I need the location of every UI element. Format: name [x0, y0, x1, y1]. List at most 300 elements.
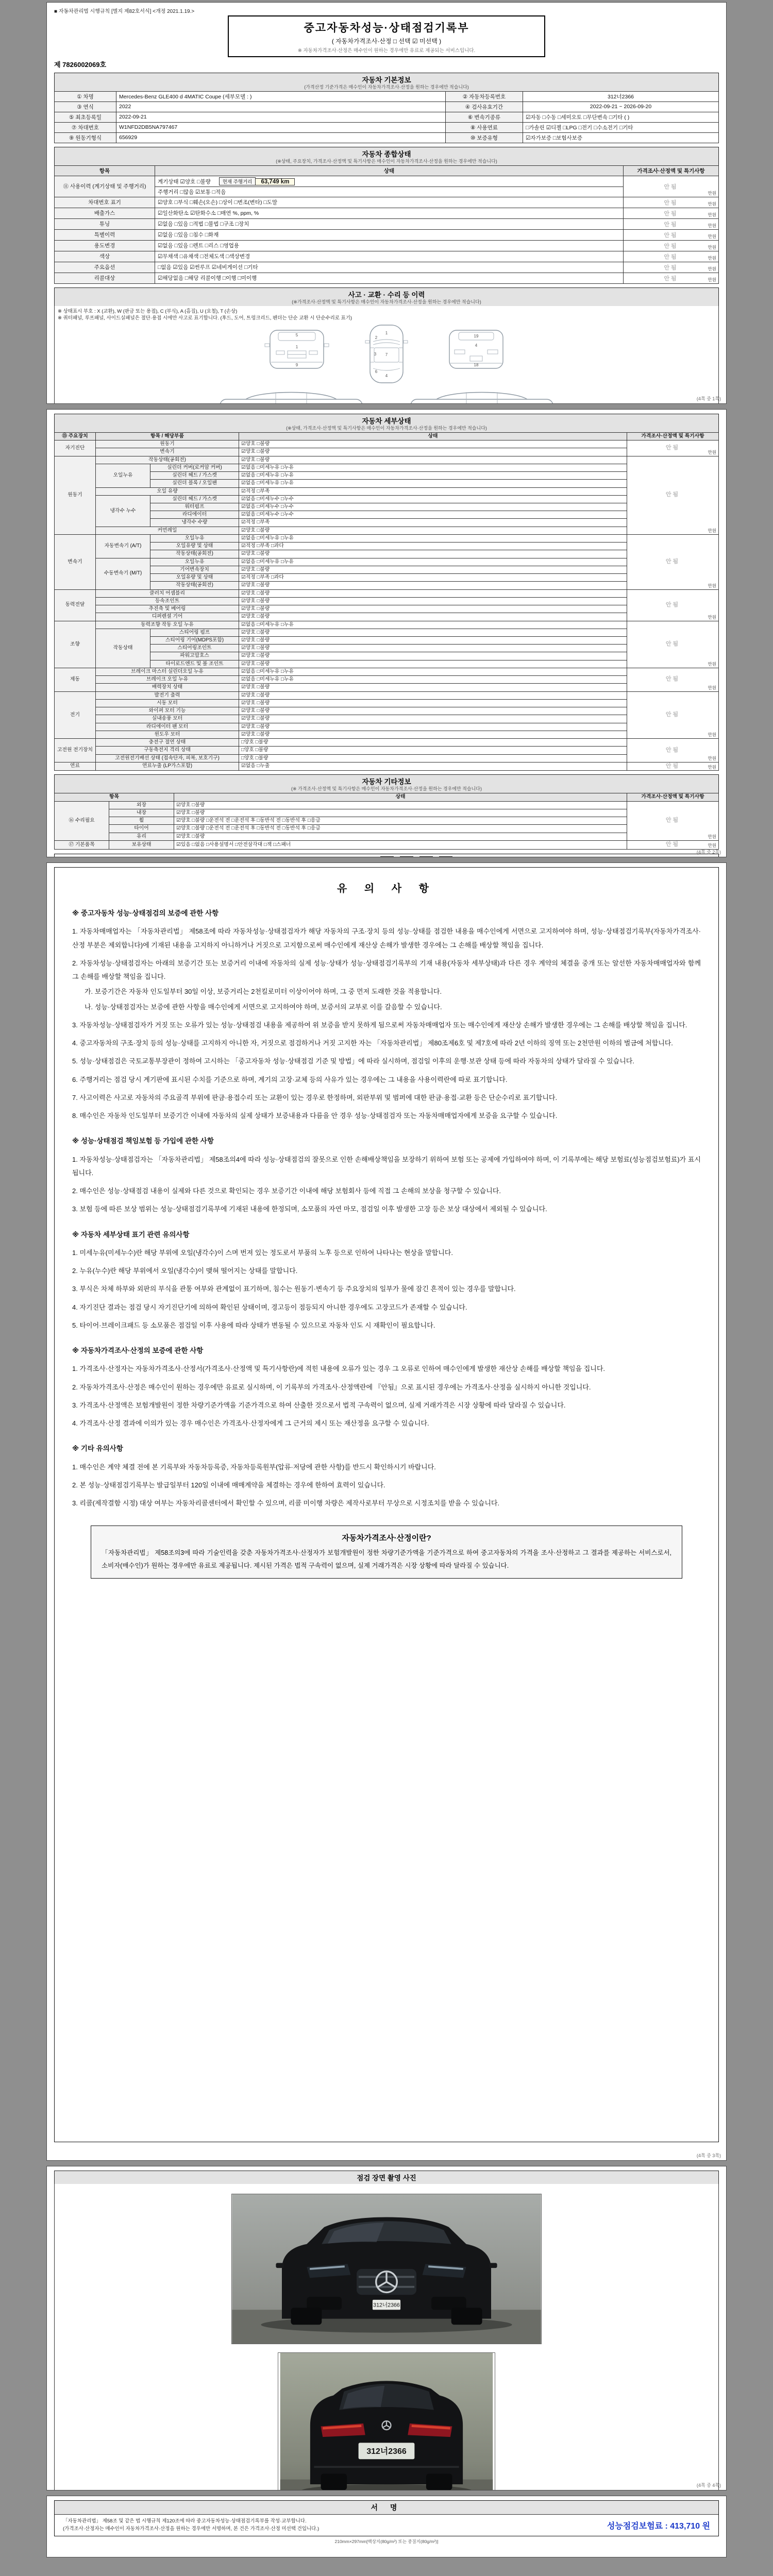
other-info-table: [54, 793, 719, 849]
not-assessed-stamp: 안됨: [664, 253, 678, 260]
cell[interactable]: 계기상태 ☑양호 □불량 현재 주행거리 63,749 km: [155, 176, 624, 187]
panel-number: 4: [385, 374, 388, 379]
section-header: [54, 2171, 719, 2184]
cell[interactable]: ☑없음 □있음 □렌트 □리스 □영업용: [155, 240, 624, 251]
table-row: [55, 747, 719, 754]
table-row: [55, 132, 719, 143]
table-row: [55, 582, 719, 589]
header-cell: 가격조사·산정액 및 특기사항: [627, 432, 719, 440]
panel-number: 5: [295, 333, 298, 338]
not-assessed-stamp: 안됨: [664, 264, 678, 271]
unit-label: 만원: [708, 662, 716, 667]
table-row: [55, 597, 719, 605]
cell: W1NFD2DB5NA797467: [116, 122, 446, 132]
front-license-plate: 312너2366: [373, 2302, 400, 2309]
cell: 작동상태(공회전): [150, 550, 239, 558]
cell: 전기: [55, 691, 96, 738]
cell[interactable]: ☑양호 □불량: [174, 801, 627, 809]
table-row: [55, 519, 719, 527]
table-row: [55, 621, 719, 629]
section-title: 자동차 기본정보: [362, 76, 411, 84]
price-cell: [624, 251, 719, 262]
cell: 고전원 전기장치: [55, 739, 96, 762]
cell[interactable]: ☑양호 □불량: [239, 636, 627, 644]
cell[interactable]: ☑적정 □부족 □과다: [239, 543, 627, 550]
overall-condition-table: [54, 165, 719, 284]
inspection-insurance-fee: [607, 2519, 710, 2531]
section-accident-history: [54, 287, 719, 404]
cell: 리콜대상: [55, 273, 155, 283]
not-assessed-stamp: 안됨: [665, 558, 680, 565]
cell[interactable]: ☑없음 □미세누유 □누유: [239, 668, 627, 675]
cell: 오일 유량: [96, 487, 239, 495]
panel-number: 1: [295, 345, 298, 350]
cell: 디퍼렌셜 기어: [96, 613, 239, 621]
cell[interactable]: ☑없음 □미세누유 □누유: [239, 472, 627, 480]
cell: 원동기: [55, 456, 96, 534]
cell: ⑨ 원동기형식: [55, 132, 116, 143]
cell: 유리: [109, 833, 174, 840]
table-row: [55, 699, 719, 707]
document-number: 제 7826002069호: [54, 61, 107, 69]
cell[interactable]: ☑양호 □불량: [239, 629, 627, 636]
cell: ⑧ 사용연료: [446, 122, 523, 132]
cell[interactable]: ☑없음 □있음 □침수 □화재: [155, 229, 624, 240]
notice-box: [54, 867, 719, 2142]
cell[interactable]: ☑양호 □불량 □운전석 전 □운전석 후 □동반석 전 □동반석 후 □응급: [174, 825, 627, 833]
header-cell: ⑮ 주요장치: [55, 432, 96, 440]
cell: 2022: [116, 101, 446, 112]
cell: 자기진단: [55, 440, 96, 456]
final-price-digit: [419, 856, 433, 857]
notice-line: 나. 성능·상태점검자는 보증에 관한 사항을 매수인에게 서면으로 고지하여야 하며, 보증서의 교부로 이를 갈음할 수 있습니다.: [85, 1003, 442, 1011]
table-row: [55, 440, 719, 448]
table-row: [55, 511, 719, 519]
section-title: 자동차 기타정보: [362, 778, 411, 786]
table-row: [55, 101, 719, 112]
cell: 브레이크 오일 누유: [96, 676, 239, 684]
table-row: [55, 684, 719, 691]
notice-line: 3. 자동차성능·상태점검자가 거짓 또는 오류가 있는 성능·상태점검 내용을 제공하여 위 보증을 받지 못하게 됨으로써 자동차매매업자 또는 매수인에게 재산상 손해가 발생한 경우에는 그 손해를 배상할 책임을 집니다.: [72, 1021, 687, 1029]
price-cell: [627, 691, 719, 738]
header-cell: 상태: [239, 432, 627, 440]
not-assessed-stamp: 안됨: [664, 232, 678, 239]
cell[interactable]: ☑무채색 □유채색 □전체도색 □색상변경: [155, 251, 624, 262]
cell: 2022-09-21: [116, 112, 446, 122]
price-cell: [624, 208, 719, 218]
page-1: [46, 2, 727, 404]
section-basic-info: [54, 73, 719, 143]
section-note: (※상태, 주요장치, 가격조사·산정액 및 특기사항은 매수인이 자동차가격조사·산정을 원하는 경우에만 적습니다): [276, 158, 497, 164]
cell[interactable]: □양호 □불량: [239, 747, 627, 754]
cell[interactable]: ☑양호 □불량: [239, 613, 627, 621]
cell: 냉각수 누수: [96, 495, 150, 527]
cell[interactable]: ☑없음 □있음 □적법 □불법 □구조 □장치: [155, 218, 624, 229]
table-row: [55, 574, 719, 582]
cell: 자동변속기 (A/T): [96, 534, 150, 558]
cell[interactable]: ☑양호 □불량: [239, 448, 627, 456]
header-cell: 가격조사·산정액 및 특기사항: [624, 165, 719, 176]
cell: ③ 연식: [55, 101, 116, 112]
title-box: [228, 15, 545, 57]
cell: 스티어링조인트: [150, 645, 239, 652]
info-box-title: 자동차가격조사·산정이란?: [342, 1534, 431, 1543]
notice-line: 5. 타이어·브레이크패드 등 소모품은 점검일 이후 사용에 따라 상태가 변동될 수 있으므로 자동차 인도 시 재확인이 필요합니다.: [72, 1321, 435, 1329]
cell[interactable]: ☑양호 □불량: [239, 731, 627, 738]
car-diagram-right-side-view: [405, 386, 559, 404]
table-row: [55, 723, 719, 731]
photo-vehicle-rear: [278, 2353, 495, 2490]
not-assessed-stamp: 안됨: [664, 221, 678, 228]
cell: 내장: [109, 809, 174, 817]
cell: 작동상태(공회전): [150, 582, 239, 589]
basic-info-table: [54, 91, 719, 143]
notice-paragraphs: [72, 906, 701, 1510]
cell[interactable]: ☑양호 □불량 □운전석 전 □운전석 후 □동반석 전 □동반석 후 □응급: [174, 817, 627, 825]
not-assessed-stamp: 안됨: [665, 711, 680, 718]
cell[interactable]: ☑적정 □부족 □과다: [239, 574, 627, 582]
cell[interactable]: ☑없음 □미세누수 □누수: [239, 511, 627, 519]
table-row: [55, 731, 719, 738]
cell: 용도변경: [55, 240, 155, 251]
table-row: [55, 456, 719, 464]
fee-label: 성능점검보험료 :: [607, 2522, 668, 2531]
cell: 변속기: [96, 448, 239, 456]
page-2: [46, 409, 727, 857]
unit-label: 만원: [708, 244, 716, 250]
legal-line-1: 「자동차관리법」 제58조 및 같은 법 시행규칙 제120조에 따라 중고자동차성능·상태점검기록부를 작성·교부합니다.: [63, 2518, 307, 2524]
section-note: (※상태, 가격조사·산정액 및 특기사항은 매수인이 자동차가격조사·산정을 원하는 경우에만 적습니다): [286, 426, 487, 431]
price-assessment-info-box: [91, 1526, 682, 1579]
unit-label: 만원: [708, 233, 716, 239]
cell: 보유상태: [109, 840, 174, 849]
section-header: [54, 147, 719, 165]
cell: 워터펌프: [150, 503, 239, 511]
car-diagram-area: [54, 306, 719, 404]
unit-label: 만원: [708, 277, 716, 282]
not-assessed-stamp: 안됨: [665, 601, 680, 608]
cell[interactable]: ☑양호 □불량: [239, 582, 627, 589]
car-diagram-front-view: [261, 323, 333, 375]
cell: 동력전달: [55, 589, 96, 621]
not-assessed-stamp: 안됨: [665, 676, 680, 683]
cell: 오일누유: [96, 464, 150, 487]
cell: ② 자동차등록번호: [446, 91, 523, 101]
unit-label: 만원: [708, 842, 716, 848]
cell[interactable]: ☑없음 □누출: [239, 762, 627, 771]
final-price-row: [54, 854, 719, 857]
unit-label: 만원: [708, 732, 716, 738]
cell[interactable]: ☑있음 □없음 □사용설명서 □안전삼각대 □잭 □스패너: [174, 840, 627, 849]
cell[interactable]: □양호 □불량: [239, 739, 627, 747]
cell: 클러치 어셈블리: [96, 589, 239, 597]
cell: 실린더 헤드 / 가스켓: [150, 495, 239, 503]
cell[interactable]: ☑양호 □불량: [239, 645, 627, 652]
unit-label: 만원: [708, 756, 716, 761]
cell: ⑯ 수리필요: [55, 801, 109, 840]
section-header: [54, 414, 719, 432]
unit-label: 만원: [708, 223, 716, 228]
cell: 스티어링 기어(MDPS포함): [150, 636, 239, 644]
fee-value: 413,710 원: [670, 2522, 710, 2531]
table-row: [55, 660, 719, 668]
unit-label: 만원: [708, 685, 716, 690]
table-row: [55, 432, 719, 440]
table-row: [55, 801, 719, 809]
cell[interactable]: ☑없음 □미세누유 □누유: [239, 534, 627, 542]
not-assessed-stamp: 안됨: [665, 841, 680, 848]
table-row: [55, 208, 719, 218]
table-row: [55, 448, 719, 456]
notice-line: 2. 누유(누수)란 해당 부위에서 오일(냉각수)이 맺혀 떨어지는 상태를 말합니다.: [72, 1267, 298, 1275]
table-row: [55, 262, 719, 273]
table-row: [55, 197, 719, 208]
price-cell: [627, 534, 719, 589]
cell[interactable]: ☑없음 □미세누유 □누유: [239, 464, 627, 471]
cell[interactable]: ☑일산화탄소 ☑탄화수소 □매연 %, ppm, %: [155, 208, 624, 218]
signature-title: 서 명: [55, 2501, 718, 2515]
price-cell: [624, 240, 719, 251]
price-assessment-choice[interactable]: ( 자동차가격조사·산정 □ 선택 ☑ 미선택 ): [331, 38, 442, 45]
panel-number: 6: [375, 369, 378, 375]
not-assessed-stamp: 안됨: [665, 762, 680, 769]
section-detail-condition: [54, 414, 719, 771]
cell: 외장: [109, 801, 174, 809]
cell[interactable]: ☑적정 □부족: [239, 487, 627, 495]
page-5: [46, 2496, 727, 2557]
cell[interactable]: ☑없음 □미세누수 □누수: [239, 503, 627, 511]
cell[interactable]: ☑적정 □부족: [239, 519, 627, 527]
detail-condition-table: [54, 432, 719, 771]
table-row: [55, 809, 719, 817]
notice-line: 1. 자동차성능·상태점검자는 「자동차관리법」 제58조의4에 따라 성능·상태점검의 잘못으로 인한 손해배상책임을 보장하기 위하여 보험 또는 공제에 가입하여야 하며, 이 기록부에는 해당 보험료(성능점검보험료)가 표시됩니다.: [72, 1155, 701, 1177]
cell: 색상: [55, 251, 155, 262]
unit-label: 만원: [708, 528, 716, 534]
section-note: (※ 가격조사·산정액 및 특기사항은 매수인이 자동차가격조사·산정을 원하는 경우에만 적습니다): [291, 786, 482, 792]
cell[interactable]: ☑없음 □미세누유 □누유: [239, 621, 627, 629]
table-row: [55, 472, 719, 480]
car-diagram-rear-view: [440, 323, 512, 375]
not-assessed-stamp: 안됨: [664, 210, 678, 217]
section-title: 자동차 종합상태: [362, 150, 411, 158]
cell[interactable]: ☑자가보증 □보험사보증: [523, 132, 719, 143]
cell: 윈도우 모터: [96, 731, 239, 738]
cell[interactable]: ☑양호 □불량: [239, 691, 627, 699]
unit-label: 만원: [708, 201, 716, 207]
cell[interactable]: ☑양호 □불량: [239, 715, 627, 723]
cell: 배력장치 상태: [96, 684, 239, 691]
notice-line: 3. 리콜(제작결함 시정) 대상 여부는 자동차리콜센터에서 확인할 수 있으며, 리콜 미이행 차량은 제작사로부터 무상으로 시정조치를 받을 수 있습니다.: [72, 1499, 500, 1507]
title-footnote: ※ 자동차가격조사·산정은 매수인이 원하는 경우에만 유료로 제공되는 서비스입니다.: [297, 48, 476, 54]
table-row: [55, 636, 719, 644]
cell: 특별이력: [55, 229, 155, 240]
form-reference: ■ 자동차관리법 시행규칙 [별지 제82호서식] <개정 2021.1.19.>: [54, 9, 195, 14]
table-row: [55, 629, 719, 636]
section-header: [54, 73, 719, 91]
cell: 오일유량 및 상태: [150, 543, 239, 550]
cell: ⑤ 최초등록일: [55, 112, 116, 122]
notice-line: 1. 자동차매매업자는 「자동차관리법」 제58조에 따라 자동차성능·상태점검자가 해당 자동차의 구조·장치 등의 성능·상태를 점검한 내용을 매수인에게 서면으로 고지하여야 하며, 성능·상태점검기록부(자동차가격조사·산정 부분은 제외합니다)에 기재된 내용을 고지하지 아니하거나 거짓으로 고지함으로써 매수인에게 재산상 손해가 발생한 경우에는 그 손해를 배상할 책임을 집니다.: [72, 927, 701, 949]
cell[interactable]: ☑없음 □미세누유 □누유: [239, 480, 627, 487]
cell: 고전원전기배선 상태 (접속단자, 피복, 보호기구): [96, 754, 239, 762]
cell: 연료: [55, 762, 96, 771]
notice-heading: ※ 기타 유의사항: [72, 1445, 123, 1453]
price-cell: [627, 668, 719, 691]
signature-body: [55, 2515, 718, 2536]
table-row: [55, 464, 719, 471]
cell[interactable]: ☑양호 □불량: [239, 527, 627, 534]
cell[interactable]: □양호 □불량: [239, 754, 627, 762]
cell[interactable]: ☑양호 □불량: [239, 456, 627, 464]
notice-line: 4. 가격조사·산정 결과에 이의가 있는 경우 매수인은 가격조사·산정자에게 그 근거의 제시 또는 재산정을 요구할 수 있습니다.: [72, 1419, 429, 1428]
table-row: [55, 707, 719, 715]
price-cell: [624, 176, 719, 197]
table-row: [55, 825, 719, 833]
notice-line: 1. 미세누유(미세누수)란 해당 부위에 오일(냉각수)이 스며 번져 있는 정도로서 부품의 노후 등으로 인하여 나타나는 현상을 말합니다.: [72, 1248, 453, 1257]
cell[interactable]: ☑양호 □불량: [239, 550, 627, 558]
not-assessed-stamp: 안됨: [665, 444, 680, 451]
panel-number: 19: [474, 334, 479, 339]
section-photos: [54, 2171, 719, 2490]
cell: ④ 검사유효기간: [446, 101, 523, 112]
cell: 변속기: [55, 534, 96, 589]
notice-line: 4. 자기진단 결과는 점검 당시 자기진단기에 의하여 확인된 상태이며, 경고등이 점등되지 아니한 경우에도 고장코드가 존재할 수 있습니다.: [72, 1303, 467, 1311]
notice-line: 2. 자동차성능·상태점검자는 아래의 보증기간 또는 보증거리 이내에 자동차의 실제 성능·상태가 성능·상태점검기록부의 기재 내용(자동차 세부상태)과 다른 경우 계약의 체결을 중개 또는 알선한 자동차매매업자와 함께 그 손해를 배상할 책임을 집니다.: [72, 959, 701, 981]
cell: 차대번호 표기: [55, 197, 155, 208]
notice-line: 3. 부식은 차체 하부와 외판의 부식을 관통 여부와 관계없이 표기하며, 침수는 원동기·변속기 등 주요장치의 일부가 물에 잠긴 흔적이 있는 경우를 말합니다.: [72, 1285, 516, 1293]
panel-number: 9: [295, 363, 298, 368]
cell[interactable]: ☑없음 □미세누유 □누유: [239, 676, 627, 684]
price-cell: [624, 218, 719, 229]
cell: 오일유량 및 상태: [150, 574, 239, 582]
cell: 시동 모터: [96, 699, 239, 707]
notice-heading: ※ 자동차가격조사·산정의 보증에 관한 사항: [72, 1347, 204, 1355]
cell[interactable]: ☑해당없음 □해당 리콜이행 □이행 □미이행: [155, 273, 624, 283]
legal-line-2: (가격조사·산정자는 매수인이 자동차가격조사·산정을 원하는 경우에만 서명하며, 본 건은 가격조사·산정 미선택 건입니다.): [63, 2526, 320, 2532]
rear-license-plate: 312너2366: [366, 2447, 407, 2456]
cell[interactable]: □가솔린 ☑디젤 □LPG □전기 □수소전기 □기타: [523, 122, 719, 132]
cell: 커먼레일: [96, 527, 239, 534]
document-canvas: [46, 0, 727, 2557]
cell: ⑰ 기본품목: [55, 840, 109, 849]
cell: 오일누유: [150, 534, 239, 542]
table-row: [55, 754, 719, 762]
cell[interactable]: ☑양호 □불량: [239, 660, 627, 668]
cell[interactable]: ☑양호 □불량: [239, 652, 627, 660]
panel-number: 4: [475, 343, 478, 348]
not-assessed-stamp: 안됨: [665, 640, 680, 647]
cell: 라디에이터: [150, 511, 239, 519]
header-cell: 항목 / 해당부품: [96, 432, 239, 440]
cell: 타이로드엔드 및 볼 조인트: [150, 660, 239, 668]
notice-line: 가. 보증기간은 자동차 인도일부터 30일 이상, 보증거리는 2천킬로미터 이상이어야 하며, 그 중 먼저 도래한 것을 적용합니다.: [85, 988, 442, 996]
table-row: [55, 122, 719, 132]
cell[interactable]: ☑양호 □불량: [239, 699, 627, 707]
cell[interactable]: ☑양호 □불량: [239, 707, 627, 715]
final-price-digit: [439, 856, 452, 857]
table-row: [55, 676, 719, 684]
price-cell: [627, 739, 719, 762]
table-row: [55, 589, 719, 597]
cell: ⑪ 사용이력 (계기상태 및 주행거리): [55, 176, 155, 197]
diagram-row-1: [58, 323, 715, 385]
cell[interactable]: ☑없음 □미세누유 □누유: [239, 558, 627, 566]
panel-number: 7: [385, 352, 388, 358]
header-cell: 가격조사·산정액 및 특기사항: [627, 793, 719, 801]
section-header: [54, 287, 719, 306]
section-title: 사고 · 교환 · 수리 등 이력: [348, 291, 425, 299]
notice-line: 8. 매수인은 자동차 인도일부터 보증기간 이내에 자동차의 실제 상태가 보증내용과 다름을 안 경우 성능·상태점검자 또는 자동차매매업자에게 보증을 요구할 수 있습니다.: [72, 1112, 558, 1120]
notice-line: 4. 중고자동차의 구조·장치 등의 성능·상태를 고지하지 아니한 자, 거짓으로 점검하거나 거짓 고지한 자는 「자동차관리법」 제80조제6호 및 제7호에 따라 2년 이하의 징역 또는 2천만원 이하의 벌금에 처합니다.: [72, 1039, 673, 1047]
cell[interactable]: 주행거리 □많음 ☑보통 □적음: [155, 187, 624, 197]
not-assessed-stamp: 안됨: [664, 243, 678, 249]
table-row: [55, 668, 719, 675]
cell[interactable]: ☑양호 □불량: [174, 833, 627, 840]
section-note: (가격산정 기준가격은 매수인이 자동차가격조사·산정을 원하는 경우에만 적습니다): [304, 84, 469, 90]
table-row: [55, 240, 719, 251]
cell: 실린더 커버(로커암 커버): [150, 464, 239, 471]
cell[interactable]: ☑양호 □불량: [239, 597, 627, 605]
price-cell: [624, 197, 719, 208]
unit-label: 만원: [708, 266, 716, 272]
table-row: [55, 487, 719, 495]
section-note: (※가격조사·산정액 및 특기사항은 매수인이 자동차가격조사·산정을 원하는 경우에만 적습니다): [292, 299, 481, 304]
table-row: [55, 652, 719, 660]
cell: 기어변속장치: [150, 566, 239, 573]
table-row: [55, 480, 719, 487]
table-row: [55, 550, 719, 558]
unit-label: 만원: [708, 449, 716, 455]
table-row: [55, 840, 719, 849]
cell[interactable]: ☑양호 □불량: [239, 684, 627, 691]
notice-line: 6. 주행거리는 점검 당시 계기판에 표시된 수치를 기준으로 하며, 계기의 고장·교체 등의 사유가 있는 경우에는 그 내용을 사용이력란에 따로 표기합니다.: [72, 1075, 508, 1083]
cell[interactable]: ☑양호 □불량: [239, 440, 627, 448]
table-row: [55, 251, 719, 262]
cell[interactable]: ☑양호 □불량: [239, 589, 627, 597]
not-assessed-stamp: 안됨: [664, 275, 678, 282]
table-row: [55, 762, 719, 771]
cell: 동력조향 작동 오일 누유: [96, 621, 239, 629]
not-assessed-stamp: 안됨: [665, 492, 680, 498]
not-assessed-stamp: 안됨: [665, 747, 680, 753]
cell[interactable]: ☑양호 □불량: [174, 809, 627, 817]
cell[interactable]: ☑자동 □수동 □세미오토 □무단변속 □기타 ( ): [523, 112, 719, 122]
notice-heading: ※ 성능·상태점검 책임보험 등 가입에 관한 사항: [72, 1137, 214, 1145]
notice-line: 2. 본 성능·상태점검기록부는 발급일부터 120일 이내에 매매계약을 체결하는 경우에 한하여 효력이 있습니다.: [72, 1481, 385, 1489]
header-cell: 항목: [55, 793, 174, 801]
panel-number: 2: [375, 335, 378, 341]
cell[interactable]: ☑없음 □미세누수 □누수: [239, 495, 627, 503]
final-price-digit: [380, 856, 394, 857]
cell[interactable]: ☑양호 □불량: [239, 605, 627, 613]
cell[interactable]: ☑양호 □불량: [239, 723, 627, 731]
cell[interactable]: ☑양호 □불량: [239, 566, 627, 573]
cell: ⑩ 보증유형: [446, 132, 523, 143]
signature-box: [54, 2500, 719, 2536]
cell: 브레이크 마스터 실린더오일 누유: [96, 668, 239, 675]
cell: 라디에이터 팬 모터: [96, 723, 239, 731]
page-marker: (4쪽 중 2쪽): [696, 850, 721, 855]
cell[interactable]: □없음 ☑있음 ☑썬루프 ☑네비게이션 □기타: [155, 262, 624, 273]
not-assessed-stamp: 안됨: [664, 199, 678, 206]
cell[interactable]: ☑양호 □부식 □훼손(오손) □상이 □변조(변타) □도말: [155, 197, 624, 208]
section-other-info: [54, 774, 719, 849]
unit-label: 만원: [708, 614, 716, 620]
cell: 와이퍼 모터 기능: [96, 707, 239, 715]
photo-vehicle-front: [232, 2194, 541, 2344]
price-cell: [627, 621, 719, 668]
not-assessed-stamp: 안됨: [664, 183, 678, 190]
